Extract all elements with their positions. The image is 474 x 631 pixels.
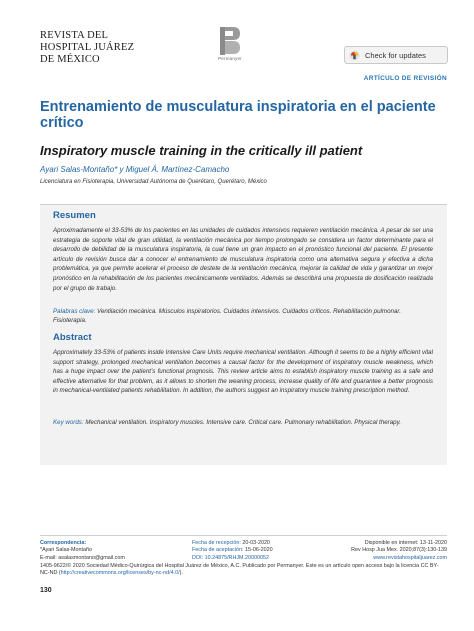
publisher-name: Permanyer <box>218 56 242 61</box>
key-words-label: Key words: <box>53 419 84 426</box>
resumen-keywords <box>53 307 433 325</box>
publication-block <box>312 540 447 562</box>
license-notice <box>40 563 447 578</box>
accepted-label: Fecha de aceptación: <box>192 547 244 554</box>
doi-link[interactable]: DOI: 10.24875/RHJM.20000052 <box>192 554 270 561</box>
check-updates-icon <box>349 50 360 61</box>
check-for-updates-button[interactable] <box>344 46 448 64</box>
article-title-spanish: Entrenamiento de musculatura inspiratoria en el paciente crítico <box>40 99 436 131</box>
check-for-updates-label: Check for updates <box>365 50 426 60</box>
citation: Rev Hosp Jua Mex. 2020;87(3):130-139 <box>351 547 447 554</box>
abstract-keywords <box>53 418 433 427</box>
journal-name-line: HOSPITAL JUÁREZ <box>40 42 135 53</box>
abstract-text: Approximately 33-53% of patients inside Intensive Care Units require mechanical ventilation. Although it seems to be a highly efficient vital support strategy, prolonged mechanical ventilation becomes a causal factor for the development of inspiratory muscle weakness, which has a huge impact over the patient’s functional prognosis. This review article aims to establish inspiratory muscle training as a safe and effective alternative for that problem, as it allows to shorten the weaning process, increase quality of life and guarantee a better prognosis in mechanical-ventilated patients rehabilitation. In addition, the authors suggest an inspiratory muscle training prescription method. <box>53 349 433 395</box>
author-affiliation: Licenciatura en Fisioterapia, Universidad Autónoma de Querétaro, Querétaro, México <box>40 179 267 185</box>
key-words-value: Mechanical ventilation. Inspiratory muscles. Intensive care. Critical care. Pulmonary rehabilitation. Physical therapy. <box>85 419 401 426</box>
license-text: 1405-9622/© 2020 Sociedad Médico-Quirúrgica del Hospital Juárez de México, A.C. Publicado por Permanyer. Este es un artículo open access bajo la licencia CC BY-NC-ND ( <box>40 563 439 577</box>
correspondence-label: Correspondencia: <box>40 540 87 546</box>
dates-block <box>192 540 322 562</box>
license-link[interactable]: http://creativecommons.org/licenses/by-nc-nd/4.0/ <box>60 570 180 577</box>
page-number: 130 <box>40 587 52 594</box>
correspondence-block <box>40 540 180 562</box>
received-date: 20-03-2020 <box>242 540 270 546</box>
resumen-text: Aproximadamente el 33-53% de los pacientes en las unidades de cuidados intensivos requieren ventilación mecánica. A pesar de ser una estrategia de soporte vital de gran utilidad, la ventilación mecánica por tiempo prolongado se considera un factor determinante para el desarrollo de debilidad de la musculatura inspiratoria, la cual tiene un gran impacto en el pronóstico funcional del paciente. El presente artículo de revisión busca dar a conocer el entrenamiento de musculatura inspiratoria como una alternativa segura y efectiva a dicha problemática, ya que permite acelerar el proceso de destete de la ventilación mecánica, mejorar la calidad de vida y garantizar un mejor pronóstico en la rehabilitación de los pacientes mecánicamente ventilados. Además se describirá una propuesta de dosificación realizada por el grupo de trabajo. <box>53 227 433 292</box>
journal-name-line: REVISTA DEL <box>40 30 109 41</box>
correspondent-email[interactable]: E-mail: asalasmontano@gmail.com <box>40 554 125 561</box>
abstract-heading: Abstract <box>53 332 92 343</box>
license-text-end: ). <box>179 570 183 577</box>
abstract-box <box>40 205 447 465</box>
received-label: Fecha de recepción: <box>192 540 241 546</box>
palabras-clave-label: Palabras clave: <box>53 308 96 315</box>
article-authors: Ayari Salas-Montaño* y Miguel Á. Martínez-Camacho <box>40 165 230 174</box>
accepted-date: 15-06-2020 <box>245 547 273 554</box>
journal-name <box>40 30 180 66</box>
palabras-clave-value: Ventilación mecánica. Músculos inspiratorios. Cuidados intensivos. Cuidados críticos. Rehabilitación pulmonar. Fisioterapia. <box>53 308 401 324</box>
article-section-label: ARTÍCULO DE REVISIÓN <box>363 75 447 82</box>
permanyer-logo-icon <box>217 26 243 56</box>
journal-website-link[interactable]: www.revistahospitaljuarez.com <box>373 554 447 561</box>
resumen-heading: Resumen <box>53 210 96 221</box>
footer-rule <box>40 535 447 536</box>
online-date: Disponible en internet: 13-11-2020 <box>364 540 447 546</box>
article-title-english: Inspiratory muscle training in the critically ill patient <box>40 143 363 158</box>
correspondent-name: *Ayari Salas-Montaño <box>40 547 93 554</box>
journal-name-line: DE MÉXICO <box>40 54 100 65</box>
